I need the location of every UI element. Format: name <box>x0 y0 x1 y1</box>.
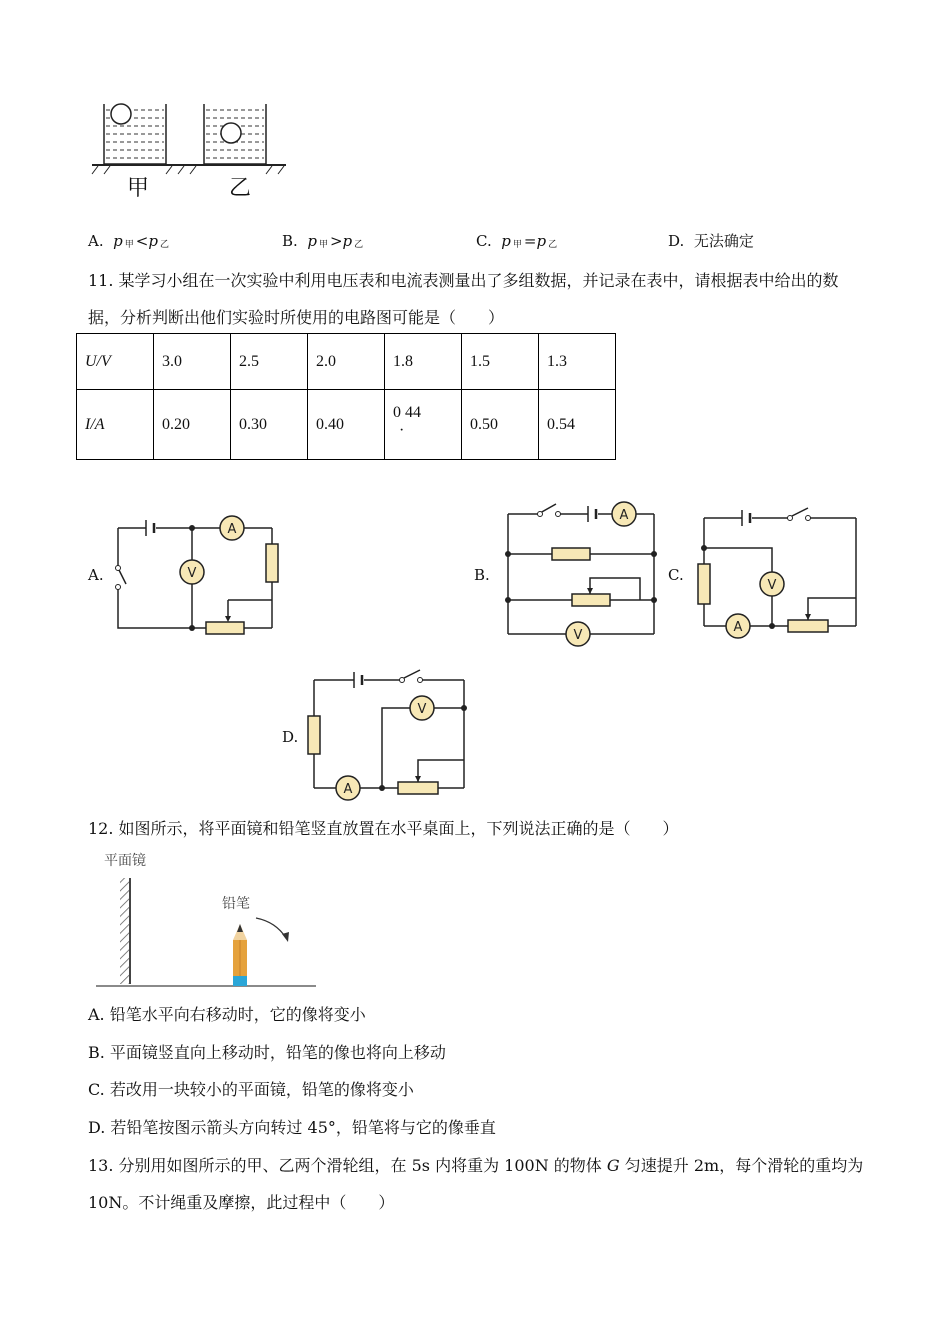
table-cell: 0.20 <box>154 390 231 460</box>
svg-text:A: A <box>619 508 629 523</box>
q10-option-c: C. p 甲 =p 乙 <box>476 232 558 250</box>
svg-text:A: A <box>733 620 743 635</box>
q11-option-a: A. <box>88 566 104 584</box>
svg-text:V: V <box>417 702 427 717</box>
table-head-i: I/A <box>77 390 154 460</box>
ui-data-table <box>76 333 616 460</box>
mirror-pencil-figure <box>96 872 320 992</box>
svg-text:A: A <box>343 782 353 797</box>
table-cell: 0.54 <box>539 390 616 460</box>
circuit-a <box>110 508 290 638</box>
circuit-c <box>692 504 864 644</box>
q11-option-d: D. <box>282 728 299 746</box>
table-row <box>77 334 616 390</box>
mirror-label: 平面镜 <box>104 853 146 869</box>
q10-option-b: B. p 甲 >p 乙 <box>282 232 364 250</box>
label-jia: 甲 <box>127 176 150 201</box>
q12-option-a: A. 铅笔水平向右移动时，它的像将变小 <box>88 1005 366 1024</box>
q10-option-d: D. 无法确定 <box>668 232 754 250</box>
q11-stem-line2: 据，分析判断出他们实验时所使用的电路图可能是（ ） <box>88 308 505 327</box>
table-cell: 0.40 <box>308 390 385 460</box>
table-row <box>77 390 616 460</box>
q11-stem-line1: 11. 某学习小组在一次实验中利用电压表和电流表测量出了多组数据，并记录在表中，请根据表中给出的数 <box>88 271 839 290</box>
beakers-figure <box>88 96 298 206</box>
table-cell: 1.5 <box>462 334 539 390</box>
table-cell: 1.8 <box>385 334 462 390</box>
q12-option-d: D. 若铅笔按图示箭头方向转过 45°，铅笔将与它的像垂直 <box>88 1118 496 1137</box>
pencil-label: 铅笔 <box>222 896 250 912</box>
ball-yi <box>221 123 241 143</box>
q10-option-a: A. p 甲 <p 乙 <box>88 232 169 250</box>
q11-option-b: B. <box>474 566 490 584</box>
svg-text:V: V <box>187 566 197 581</box>
q12-option-b: B. 平面镜竖直向上移动时，铅笔的像也将向上移动 <box>88 1043 446 1062</box>
table-cell: 0.50 <box>462 390 539 460</box>
label-yi: 乙 <box>229 176 252 201</box>
table-cell: 2.5 <box>231 334 308 390</box>
svg-text:V: V <box>573 628 583 643</box>
ball-jia <box>111 104 131 124</box>
table-cell: 0.30 <box>231 390 308 460</box>
table-cell: 2.0 <box>308 334 385 390</box>
rotate-arrow-icon <box>256 918 286 938</box>
circuit-d <box>302 666 478 806</box>
q13-stem-line2: 10N。不计绳重及摩擦，此过程中（ ） <box>88 1193 395 1212</box>
table-cell: 0 44 · <box>385 390 462 460</box>
table-head-u: U/V <box>77 334 154 390</box>
svg-text:V: V <box>767 578 777 593</box>
q12-option-c: C. 若改用一块较小的平面镜，铅笔的像将变小 <box>88 1080 414 1099</box>
q13-stem-line1: 13. 分别用如图所示的甲、乙两个滑轮组，在 5s 内将重为 100N 的物体 G 匀速提升 2m，每个滑轮的重均为 <box>88 1156 864 1175</box>
q12-stem: 12. 如图所示，将平面镜和铅笔竖直放置在水平桌面上，下列说法正确的是（ ） <box>88 819 679 838</box>
table-cell: 3.0 <box>154 334 231 390</box>
table-cell: 1.3 <box>539 334 616 390</box>
pencil-icon <box>233 924 247 986</box>
mirror-hatch <box>120 878 130 984</box>
circuit-b <box>500 496 670 648</box>
svg-text:A: A <box>227 522 237 537</box>
q11-option-c: C. <box>668 566 684 584</box>
